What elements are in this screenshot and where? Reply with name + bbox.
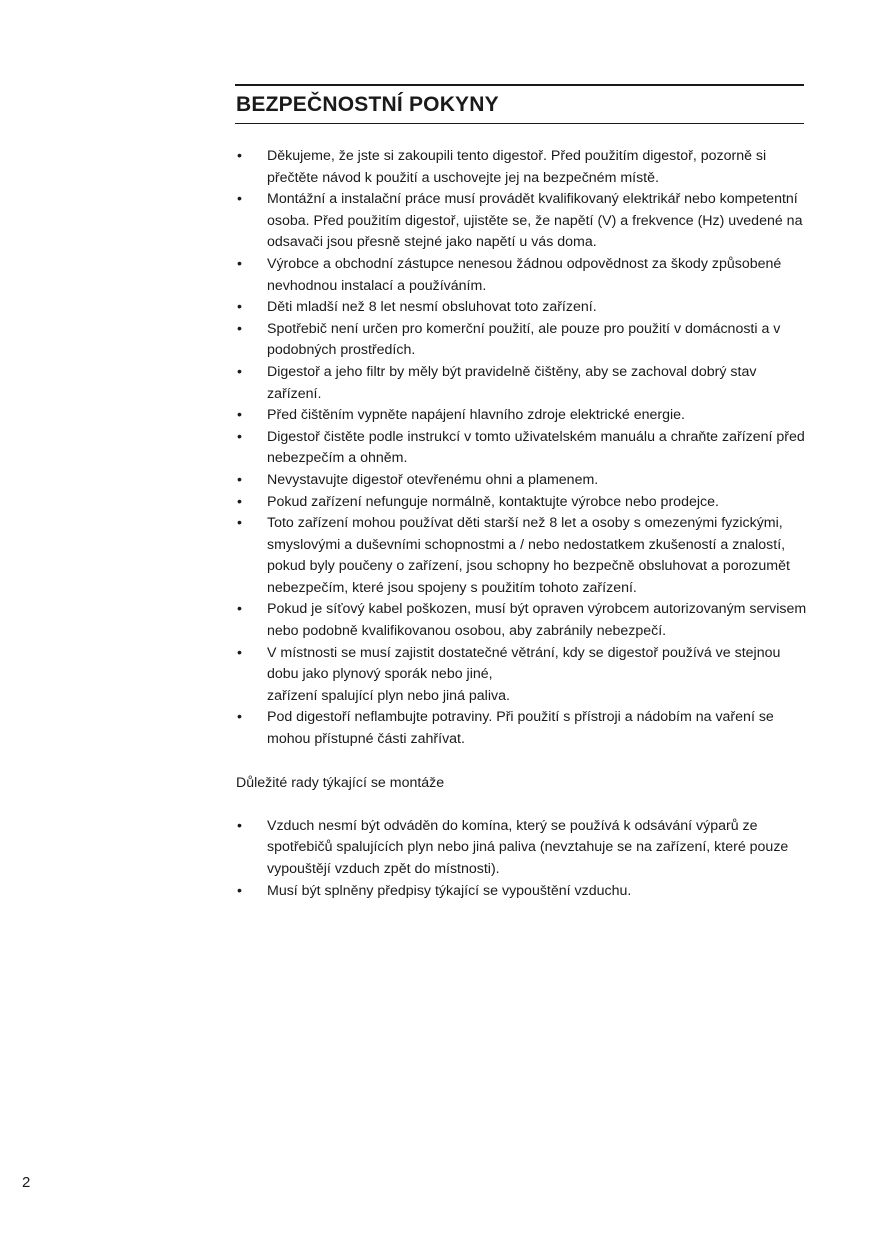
content-body xyxy=(236,146,814,902)
bullet-glyph: • xyxy=(237,471,242,488)
list-item-text: Montážní a instalační práce musí provádět kvalifikovaný elektrikář nebo kompetentní osoba. Před použitím digestoř, ujistěte se, že napětí (V) a frekvence (Hz) uvedené na odsavači jsou přesně stejné jako napětí u vás doma. xyxy=(267,191,803,251)
bullet-glyph: • xyxy=(237,644,242,661)
bullet-glyph: • xyxy=(237,709,242,726)
list-item-text: Toto zařízení mohou používat děti starší než 8 let a osoby s omezenými fyzickými, smyslovými a duševními schopnostmi a / nebo nedostatkem zkušeností a znalostí, pokud byly poučeny o zařízení, jsou schopny ho bezpečně obsluhovat a porozumět nebezpečím, které jsou spojeny s použitím tohoto zařízení. xyxy=(267,515,790,596)
list-item-text: Nevystavujte digestoř otevřenému ohni a plamenem. xyxy=(267,471,599,488)
title-bottom-rule xyxy=(235,123,804,124)
page-number: 2 xyxy=(22,1174,31,1191)
safety-list-item xyxy=(236,707,814,750)
bullet-glyph: • xyxy=(237,601,242,618)
bullet-glyph: • xyxy=(237,148,242,164)
safety-list-item xyxy=(236,599,814,642)
safety-list-item xyxy=(236,146,814,189)
list-item-text: Výrobce a obchodní zástupce nenesou žádnou odpovědnost za škody způsobené nevhodnou instalací a používáním. xyxy=(267,255,782,294)
installation-list-item xyxy=(236,816,814,881)
bullet-glyph: • xyxy=(237,255,242,272)
list-item-text: Pokud je síťový kabel poškozen, musí být opraven výrobcem autorizovaným servisem nebo podobně kvalifikovanou osobou, aby zabránily nebezpečí. xyxy=(267,601,807,640)
list-item-text: Děti mladší než 8 let nesmí obsluhovat toto zařízení. xyxy=(267,299,597,316)
list-item-text: Pod digestoří neflambujte potraviny. Při použití s přístroji a nádobím na vaření se mohou přístupné části zahřívat. xyxy=(267,709,774,748)
safety-list-item xyxy=(236,297,814,319)
safety-list-item xyxy=(236,513,814,599)
list-item-text: Děkujeme, že jste si zakoupili tento digestoř. Před použitím digestoř, pozorně si přečtěte návod k použití a uschovejte jej na bezpečném místě. xyxy=(267,148,767,186)
bullet-glyph: • xyxy=(237,817,242,834)
installation-list-item xyxy=(236,881,814,903)
bullet-glyph: • xyxy=(237,407,242,424)
section-spacer xyxy=(236,794,814,816)
safety-list-item xyxy=(236,470,814,492)
safety-list-item xyxy=(236,319,814,362)
safety-list-item xyxy=(236,189,814,254)
list-item-text: Spotřebič není určen pro komerční použití, ale pouze pro použití v domácnosti a v podobných prostředích. xyxy=(267,320,781,359)
safety-list-item xyxy=(236,405,814,427)
list-item-text: V místnosti se musí zajistit dostatečné větrání, kdy se digestoř používá ve stejnou dobu jako plynový sporák nebo jiné, zařízení spalující plyn nebo jiná paliva. xyxy=(267,644,781,704)
bullet-glyph: • xyxy=(237,882,242,899)
page-title: BEZPEČNOSTNÍ POKYNY xyxy=(236,93,499,116)
list-item-text: Před čištěním vypněte napájení hlavního zdroje elektrické energie. xyxy=(267,407,685,424)
safety-instructions-list xyxy=(236,146,814,751)
bullet-glyph: • xyxy=(237,320,242,337)
bullet-glyph: • xyxy=(237,191,242,208)
list-item-text: Digestoř a jeho filtr by měly být pravidelně čištěny, aby se zachoval dobrý stav zařízení. xyxy=(267,363,757,402)
installation-advice-list xyxy=(236,816,814,902)
bullet-glyph: • xyxy=(237,299,242,316)
safety-list-item xyxy=(236,492,814,514)
safety-list-item xyxy=(236,427,814,470)
list-item-text: Pokud zařízení nefunguje normálně, kontaktujte výrobce nebo prodejce. xyxy=(267,493,719,510)
safety-list-item xyxy=(236,254,814,297)
installation-heading: Důležité rady týkající se montáže xyxy=(236,774,445,791)
safety-list-item xyxy=(236,362,814,405)
list-item-text: Vzduch nesmí být odváděn do komína, který se používá k odsávání výparů ze spotřebičů spalujících plyn nebo jiná paliva (nevztahuje se na zařízení, které pouze vypouštějí vzduch zpět do místnosti). xyxy=(267,817,789,877)
safety-list-item xyxy=(236,643,814,708)
bullet-glyph: • xyxy=(237,493,242,510)
title-top-rule xyxy=(235,84,804,86)
bullet-glyph: • xyxy=(237,363,242,380)
list-item-text: Musí být splněny předpisy týkající se vypouštění vzduchu. xyxy=(267,882,632,899)
bullet-glyph: • xyxy=(237,515,242,532)
bullet-glyph: • xyxy=(237,428,242,445)
list-item-text: Digestoř čistěte podle instrukcí v tomto uživatelském manuálu a chraňte zařízení před nebezpečím a ohněm. xyxy=(267,428,805,467)
